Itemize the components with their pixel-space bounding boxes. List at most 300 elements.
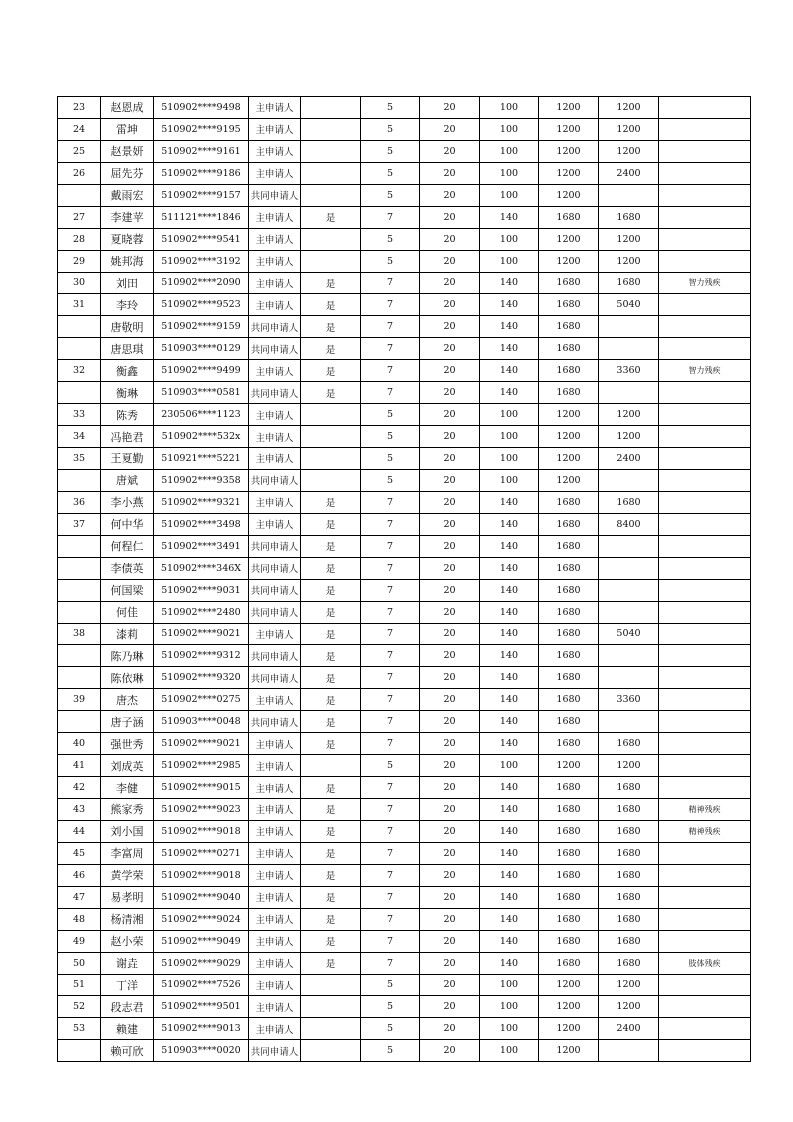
- household-size-cell: 7: [361, 294, 420, 316]
- applicant-type-cell: 主申请人: [249, 996, 301, 1018]
- remark-cell: 精神残疾: [659, 799, 751, 821]
- annual-subsidy-cell: 1200: [599, 97, 659, 119]
- id-number-cell: 510902****9498: [154, 97, 249, 119]
- row-number-cell: 36: [58, 491, 101, 513]
- id-number-cell: 510902****9049: [154, 930, 249, 952]
- table-row: [58, 645, 751, 667]
- row-number-cell: [58, 382, 101, 404]
- id-number-cell: 510902****9321: [154, 491, 249, 513]
- row-number-cell: [58, 557, 101, 579]
- applicant-name-cell: 谢垚: [101, 952, 154, 974]
- row-number-cell: [58, 601, 101, 623]
- household-size-cell: 7: [361, 338, 420, 360]
- annual-subsidy-cell: 2400: [599, 448, 659, 470]
- applicant-name-cell: 丁洋: [101, 974, 154, 996]
- remark-cell: [659, 864, 751, 886]
- id-number-cell: 510902****9015: [154, 777, 249, 799]
- table-row: [58, 1018, 751, 1040]
- area-cell: 20: [420, 426, 480, 448]
- monthly-subsidy-cell: 1200: [539, 1040, 599, 1062]
- id-number-cell: 510902****9195: [154, 118, 249, 140]
- annual-subsidy-cell: [599, 667, 659, 689]
- applicant-type-cell: 主申请人: [249, 228, 301, 250]
- row-number-cell: 32: [58, 360, 101, 382]
- remark-cell: [659, 206, 751, 228]
- disabled-flag-cell: [301, 162, 361, 184]
- household-size-cell: 5: [361, 140, 420, 162]
- area-cell: 20: [420, 97, 480, 119]
- table-row: [58, 162, 751, 184]
- applicant-name-cell: 赵恩成: [101, 97, 154, 119]
- disabled-flag-cell: [301, 469, 361, 491]
- annual-subsidy-cell: 1200: [599, 140, 659, 162]
- household-size-cell: 7: [361, 206, 420, 228]
- annual-subsidy-cell: 1680: [599, 952, 659, 974]
- table-row: [58, 228, 751, 250]
- monthly-subsidy-cell: 1200: [539, 184, 599, 206]
- annual-subsidy-cell: [599, 711, 659, 733]
- monthly-subsidy-cell: 1200: [539, 118, 599, 140]
- amount-cell: 140: [480, 711, 539, 733]
- disabled-flag-cell: 是: [301, 579, 361, 601]
- area-cell: 20: [420, 491, 480, 513]
- household-size-cell: 5: [361, 228, 420, 250]
- disabled-flag-cell: 是: [301, 864, 361, 886]
- applicant-name-cell: 赖可欣: [101, 1040, 154, 1062]
- row-number-cell: 44: [58, 820, 101, 842]
- household-size-cell: 7: [361, 952, 420, 974]
- applicant-type-cell: 共同申请人: [249, 338, 301, 360]
- table-row: [58, 930, 751, 952]
- household-size-cell: 7: [361, 689, 420, 711]
- remark-cell: [659, 908, 751, 930]
- id-number-cell: 510902****9541: [154, 228, 249, 250]
- applicant-type-cell: 主申请人: [249, 733, 301, 755]
- id-number-cell: 510902****3192: [154, 250, 249, 272]
- remark-cell: [659, 426, 751, 448]
- annual-subsidy-cell: 5040: [599, 294, 659, 316]
- disabled-flag-cell: 是: [301, 316, 361, 338]
- remark-cell: [659, 996, 751, 1018]
- row-number-cell: 34: [58, 426, 101, 448]
- table-row: [58, 886, 751, 908]
- table-row: [58, 404, 751, 426]
- monthly-subsidy-cell: 1680: [539, 601, 599, 623]
- applicant-name-cell: 唐思琪: [101, 338, 154, 360]
- id-number-cell: 510903****0581: [154, 382, 249, 404]
- subsidy-table: [57, 96, 751, 1062]
- applicant-name-cell: 何国梁: [101, 579, 154, 601]
- applicant-type-cell: 共同申请人: [249, 535, 301, 557]
- remark-cell: [659, 535, 751, 557]
- remark-cell: 智力残疾: [659, 360, 751, 382]
- amount-cell: 140: [480, 579, 539, 601]
- disabled-flag-cell: 是: [301, 491, 361, 513]
- row-number-cell: 46: [58, 864, 101, 886]
- annual-subsidy-cell: [599, 338, 659, 360]
- applicant-type-cell: 共同申请人: [249, 382, 301, 404]
- applicant-type-cell: 共同申请人: [249, 667, 301, 689]
- annual-subsidy-cell: 2400: [599, 162, 659, 184]
- disabled-flag-cell: 是: [301, 777, 361, 799]
- monthly-subsidy-cell: 1200: [539, 228, 599, 250]
- annual-subsidy-cell: 2400: [599, 1018, 659, 1040]
- applicant-name-cell: 夏晓蓉: [101, 228, 154, 250]
- remark-cell: [659, 469, 751, 491]
- annual-subsidy-cell: [599, 535, 659, 557]
- row-number-cell: 42: [58, 777, 101, 799]
- table-row: [58, 689, 751, 711]
- applicant-type-cell: 主申请人: [249, 952, 301, 974]
- monthly-subsidy-cell: 1680: [539, 382, 599, 404]
- applicant-type-cell: 主申请人: [249, 864, 301, 886]
- applicant-name-cell: 李债英: [101, 557, 154, 579]
- remark-cell: [659, 755, 751, 777]
- household-size-cell: 7: [361, 733, 420, 755]
- amount-cell: 100: [480, 162, 539, 184]
- disabled-flag-cell: [301, 97, 361, 119]
- row-number-cell: 27: [58, 206, 101, 228]
- disabled-flag-cell: 是: [301, 623, 361, 645]
- amount-cell: 140: [480, 667, 539, 689]
- id-number-cell: 510903****0129: [154, 338, 249, 360]
- id-number-cell: 510902****9159: [154, 316, 249, 338]
- monthly-subsidy-cell: 1200: [539, 996, 599, 1018]
- amount-cell: 140: [480, 623, 539, 645]
- disabled-flag-cell: [301, 118, 361, 140]
- amount-cell: 140: [480, 272, 539, 294]
- monthly-subsidy-cell: 1680: [539, 908, 599, 930]
- monthly-subsidy-cell: 1680: [539, 316, 599, 338]
- monthly-subsidy-cell: 1680: [539, 952, 599, 974]
- table-row: [58, 799, 751, 821]
- applicant-type-cell: 共同申请人: [249, 645, 301, 667]
- table-row: [58, 755, 751, 777]
- monthly-subsidy-cell: 1200: [539, 426, 599, 448]
- area-cell: 20: [420, 118, 480, 140]
- monthly-subsidy-cell: 1680: [539, 513, 599, 535]
- row-number-cell: 25: [58, 140, 101, 162]
- area-cell: 20: [420, 645, 480, 667]
- applicant-type-cell: 共同申请人: [249, 184, 301, 206]
- area-cell: 20: [420, 272, 480, 294]
- area-cell: 20: [420, 360, 480, 382]
- remark-cell: [659, 184, 751, 206]
- disabled-flag-cell: 是: [301, 711, 361, 733]
- household-size-cell: 7: [361, 864, 420, 886]
- annual-subsidy-cell: 1680: [599, 733, 659, 755]
- remark-cell: [659, 118, 751, 140]
- amount-cell: 100: [480, 118, 539, 140]
- disabled-flag-cell: 是: [301, 535, 361, 557]
- amount-cell: 140: [480, 338, 539, 360]
- disabled-flag-cell: 是: [301, 952, 361, 974]
- remark-cell: [659, 140, 751, 162]
- monthly-subsidy-cell: 1680: [539, 799, 599, 821]
- applicant-name-cell: 唐杰: [101, 689, 154, 711]
- row-number-cell: 28: [58, 228, 101, 250]
- table-row: [58, 623, 751, 645]
- id-number-cell: 510902****9161: [154, 140, 249, 162]
- id-number-cell: 510902****9031: [154, 579, 249, 601]
- row-number-cell: [58, 579, 101, 601]
- applicant-type-cell: 共同申请人: [249, 1040, 301, 1062]
- annual-subsidy-cell: 1680: [599, 777, 659, 799]
- annual-subsidy-cell: 1200: [599, 250, 659, 272]
- id-number-cell: 510902****9024: [154, 908, 249, 930]
- remark-cell: [659, 1040, 751, 1062]
- annual-subsidy-cell: 3360: [599, 360, 659, 382]
- area-cell: 20: [420, 206, 480, 228]
- table-row: [58, 952, 751, 974]
- area-cell: 20: [420, 228, 480, 250]
- area-cell: 20: [420, 448, 480, 470]
- id-number-cell: 510902****9157: [154, 184, 249, 206]
- area-cell: 20: [420, 952, 480, 974]
- annual-subsidy-cell: [599, 557, 659, 579]
- area-cell: 20: [420, 338, 480, 360]
- remark-cell: [659, 974, 751, 996]
- monthly-subsidy-cell: 1680: [539, 338, 599, 360]
- monthly-subsidy-cell: 1680: [539, 535, 599, 557]
- amount-cell: 100: [480, 1040, 539, 1062]
- annual-subsidy-cell: [599, 316, 659, 338]
- annual-subsidy-cell: 1680: [599, 842, 659, 864]
- annual-subsidy-cell: 1200: [599, 118, 659, 140]
- id-number-cell: 510902****9320: [154, 667, 249, 689]
- disabled-flag-cell: 是: [301, 908, 361, 930]
- annual-subsidy-cell: 3360: [599, 689, 659, 711]
- applicant-name-cell: 刘田: [101, 272, 154, 294]
- amount-cell: 140: [480, 360, 539, 382]
- id-number-cell: 510902****9501: [154, 996, 249, 1018]
- disabled-flag-cell: 是: [301, 513, 361, 535]
- table-row: [58, 272, 751, 294]
- area-cell: 20: [420, 140, 480, 162]
- household-size-cell: 7: [361, 491, 420, 513]
- id-number-cell: 510902****9040: [154, 886, 249, 908]
- disabled-flag-cell: 是: [301, 338, 361, 360]
- annual-subsidy-cell: [599, 601, 659, 623]
- monthly-subsidy-cell: 1200: [539, 97, 599, 119]
- disabled-flag-cell: [301, 140, 361, 162]
- area-cell: 20: [420, 733, 480, 755]
- remark-cell: [659, 930, 751, 952]
- id-number-cell: 510902****9023: [154, 799, 249, 821]
- amount-cell: 100: [480, 228, 539, 250]
- row-number-cell: 35: [58, 448, 101, 470]
- applicant-type-cell: 共同申请人: [249, 469, 301, 491]
- row-number-cell: 48: [58, 908, 101, 930]
- amount-cell: 100: [480, 755, 539, 777]
- monthly-subsidy-cell: 1680: [539, 864, 599, 886]
- household-size-cell: 7: [361, 908, 420, 930]
- disabled-flag-cell: [301, 228, 361, 250]
- household-size-cell: 5: [361, 426, 420, 448]
- applicant-type-cell: 主申请人: [249, 294, 301, 316]
- id-number-cell: 510902****346X: [154, 557, 249, 579]
- row-number-cell: [58, 338, 101, 360]
- remark-cell: [659, 777, 751, 799]
- applicant-name-cell: 强世秀: [101, 733, 154, 755]
- disabled-flag-cell: 是: [301, 601, 361, 623]
- area-cell: 20: [420, 382, 480, 404]
- applicant-type-cell: 主申请人: [249, 513, 301, 535]
- monthly-subsidy-cell: 1680: [539, 820, 599, 842]
- area-cell: 20: [420, 513, 480, 535]
- table-row: [58, 513, 751, 535]
- applicant-type-cell: 主申请人: [249, 974, 301, 996]
- remark-cell: [659, 382, 751, 404]
- monthly-subsidy-cell: 1680: [539, 711, 599, 733]
- remark-cell: [659, 448, 751, 470]
- row-number-cell: 51: [58, 974, 101, 996]
- area-cell: 20: [420, 930, 480, 952]
- monthly-subsidy-cell: 1680: [539, 272, 599, 294]
- applicant-name-cell: 何佳: [101, 601, 154, 623]
- annual-subsidy-cell: 1200: [599, 974, 659, 996]
- household-size-cell: 5: [361, 162, 420, 184]
- row-number-cell: 38: [58, 623, 101, 645]
- monthly-subsidy-cell: 1200: [539, 1018, 599, 1040]
- remark-cell: [659, 228, 751, 250]
- area-cell: 20: [420, 557, 480, 579]
- applicant-name-cell: 李建苹: [101, 206, 154, 228]
- table-row: [58, 535, 751, 557]
- applicant-type-cell: 主申请人: [249, 777, 301, 799]
- amount-cell: 140: [480, 557, 539, 579]
- amount-cell: 100: [480, 1018, 539, 1040]
- monthly-subsidy-cell: 1680: [539, 579, 599, 601]
- household-size-cell: 7: [361, 272, 420, 294]
- area-cell: 20: [420, 1040, 480, 1062]
- id-number-cell: 510902****2090: [154, 272, 249, 294]
- area-cell: 20: [420, 996, 480, 1018]
- applicant-name-cell: 唐敬明: [101, 316, 154, 338]
- household-size-cell: 5: [361, 1018, 420, 1040]
- disabled-flag-cell: [301, 448, 361, 470]
- table-row: [58, 733, 751, 755]
- row-number-cell: 23: [58, 97, 101, 119]
- monthly-subsidy-cell: 1200: [539, 469, 599, 491]
- disabled-flag-cell: [301, 426, 361, 448]
- applicant-type-cell: 主申请人: [249, 448, 301, 470]
- household-size-cell: 5: [361, 184, 420, 206]
- annual-subsidy-cell: 1680: [599, 820, 659, 842]
- applicant-name-cell: 衡琳: [101, 382, 154, 404]
- id-number-cell: 510902****9021: [154, 623, 249, 645]
- table-row: [58, 842, 751, 864]
- applicant-type-cell: 主申请人: [249, 623, 301, 645]
- amount-cell: 100: [480, 250, 539, 272]
- table-row: [58, 140, 751, 162]
- household-size-cell: 5: [361, 974, 420, 996]
- id-number-cell: 510902****3491: [154, 535, 249, 557]
- row-number-cell: [58, 184, 101, 206]
- annual-subsidy-cell: 1680: [599, 908, 659, 930]
- applicant-name-cell: 漆莉: [101, 623, 154, 645]
- row-number-cell: 49: [58, 930, 101, 952]
- disabled-flag-cell: 是: [301, 689, 361, 711]
- disabled-flag-cell: 是: [301, 799, 361, 821]
- id-number-cell: 510902****3498: [154, 513, 249, 535]
- applicant-type-cell: 共同申请人: [249, 579, 301, 601]
- table-row: [58, 557, 751, 579]
- household-size-cell: 7: [361, 557, 420, 579]
- amount-cell: 140: [480, 908, 539, 930]
- annual-subsidy-cell: 1200: [599, 228, 659, 250]
- disabled-flag-cell: 是: [301, 842, 361, 864]
- amount-cell: 140: [480, 601, 539, 623]
- amount-cell: 100: [480, 404, 539, 426]
- applicant-type-cell: 主申请人: [249, 360, 301, 382]
- annual-subsidy-cell: 1200: [599, 755, 659, 777]
- household-size-cell: 5: [361, 118, 420, 140]
- amount-cell: 140: [480, 777, 539, 799]
- remark-cell: [659, 1018, 751, 1040]
- remark-cell: 智力残疾: [659, 272, 751, 294]
- applicant-type-cell: 主申请人: [249, 250, 301, 272]
- applicant-name-cell: 李小燕: [101, 491, 154, 513]
- remark-cell: [659, 645, 751, 667]
- annual-subsidy-cell: [599, 469, 659, 491]
- applicant-name-cell: 陈乃琳: [101, 645, 154, 667]
- remark-cell: [659, 601, 751, 623]
- table-row: [58, 316, 751, 338]
- amount-cell: 140: [480, 864, 539, 886]
- annual-subsidy-cell: [599, 579, 659, 601]
- amount-cell: 100: [480, 140, 539, 162]
- disabled-flag-cell: 是: [301, 930, 361, 952]
- applicant-type-cell: 共同申请人: [249, 316, 301, 338]
- household-size-cell: 7: [361, 842, 420, 864]
- table-row: [58, 711, 751, 733]
- amount-cell: 140: [480, 382, 539, 404]
- remark-cell: [659, 667, 751, 689]
- area-cell: 20: [420, 316, 480, 338]
- household-size-cell: 7: [361, 601, 420, 623]
- remark-cell: [659, 557, 751, 579]
- monthly-subsidy-cell: 1680: [539, 623, 599, 645]
- monthly-subsidy-cell: 1680: [539, 733, 599, 755]
- annual-subsidy-cell: 1680: [599, 886, 659, 908]
- row-number-cell: 45: [58, 842, 101, 864]
- applicant-type-cell: 主申请人: [249, 491, 301, 513]
- remark-cell: [659, 404, 751, 426]
- id-number-cell: 510902****9018: [154, 864, 249, 886]
- row-number-cell: 43: [58, 799, 101, 821]
- applicant-type-cell: 主申请人: [249, 908, 301, 930]
- row-number-cell: 24: [58, 118, 101, 140]
- household-size-cell: 7: [361, 513, 420, 535]
- table-row: [58, 820, 751, 842]
- id-number-cell: 510902****532x: [154, 426, 249, 448]
- amount-cell: 100: [480, 974, 539, 996]
- remark-cell: [659, 338, 751, 360]
- monthly-subsidy-cell: 1680: [539, 360, 599, 382]
- amount-cell: 100: [480, 184, 539, 206]
- id-number-cell: 510902****7526: [154, 974, 249, 996]
- amount-cell: 140: [480, 733, 539, 755]
- remark-cell: [659, 579, 751, 601]
- monthly-subsidy-cell: 1200: [539, 162, 599, 184]
- disabled-flag-cell: 是: [301, 382, 361, 404]
- applicant-type-cell: 主申请人: [249, 206, 301, 228]
- amount-cell: 140: [480, 952, 539, 974]
- disabled-flag-cell: 是: [301, 294, 361, 316]
- household-size-cell: 7: [361, 820, 420, 842]
- household-size-cell: 7: [361, 535, 420, 557]
